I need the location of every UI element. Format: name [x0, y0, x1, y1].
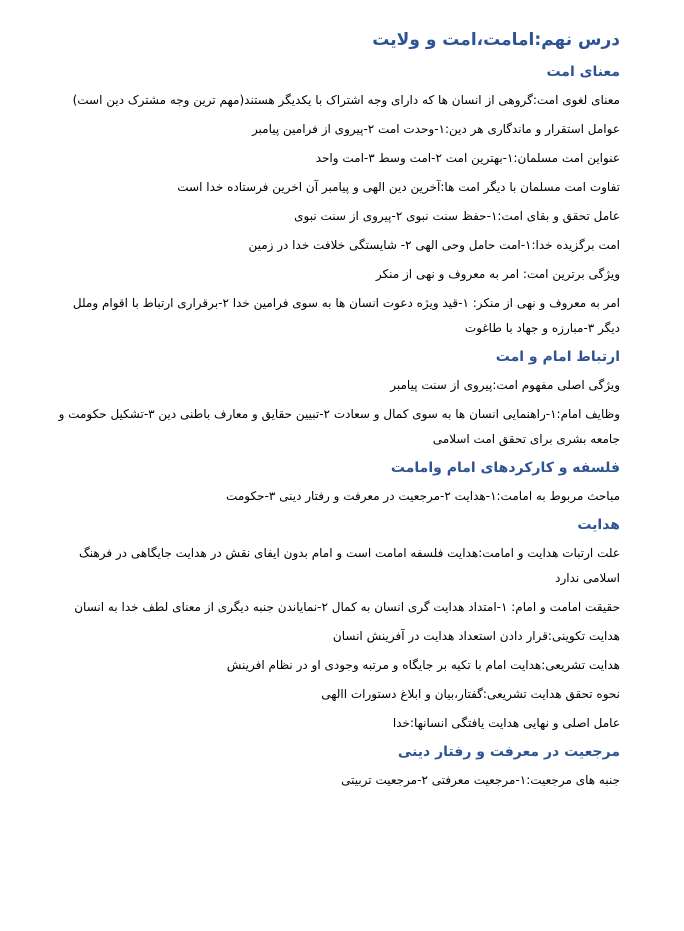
- section-meaning-of-ummah: [58, 60, 620, 341]
- paragraph: امت برگزیده خدا:۱-امت حامل وحی الهی ۲- شایستگی خلافت خدا در زمین: [248, 238, 620, 252]
- paragraph: تفاوت امت مسلمان با دیگر امت ها:آخرین دین الهی و پیامبر آن اخرین فرستاده خدا است: [177, 180, 620, 194]
- paragraph: وظایف امام:۱-راهنمایی انسان ها به سوی کمال و سعادت ۲-تبیین حقایق و معارف باطنی دین ۳-تشکیل حکومت و جامعه بشری برای تحقق امت اسلامی: [58, 407, 620, 446]
- section-heading: ارتباط امام و امت: [495, 349, 620, 365]
- section-imam-ummah-relation: [58, 345, 620, 452]
- paragraph: امر به معروف و نهی از منکر: ۱-قید ویژه دعوت انسان ها به سوی فرامین خدا ۲-برقراری ارتباط با اقوام وملل دیگر ۳-مبارزه و جهاد با طاغوت: [72, 296, 620, 335]
- paragraph: معنای لغوی امت:گروهی از انسان ها که دارای وجه اشتراک با یکدیگر هستند(مهم ترین وجه مشترک دین است): [72, 93, 620, 107]
- section-heading: هدایت: [577, 517, 620, 533]
- paragraph: حقیقت امامت و امام: ۱-امتداد هدایت گری انسان به کمال ۲-نمایاندن جنبه دیگری از معنای لطف خدا به انسان: [74, 600, 620, 614]
- document-page: [58, 26, 620, 797]
- paragraph: ویژگی اصلی مفهوم امت:پیروی از سنت پیامبر: [390, 378, 620, 392]
- paragraph: ویژگی برترین امت: امر به معروف و نهی از منکر: [375, 267, 620, 281]
- section-heading: فلسفه و کارکردهای امام وامامت: [390, 460, 620, 476]
- section-heading: معنای امت: [546, 64, 620, 80]
- paragraph: عنواین امت مسلمان:۱-بهترین امت ۲-امت وسط ۳-امت واحد: [315, 151, 620, 165]
- paragraph: عامل تحقق و بقای امت:۱-حفظ سنت نبوی ۲-پیروی از سنت نبوی: [294, 209, 620, 223]
- paragraph: هدایت تشریعی:هدایت امام با تکیه بر جایگاه و مرتبه وجودی او در نظام افرینش: [226, 658, 620, 672]
- paragraph: مباحث مربوط به امامت:۱-هدایت ۲-مرجعیت در معرفت و رفتار دینی ۳-حکومت: [226, 489, 620, 503]
- section-philosophy-of-imamate: [58, 456, 620, 509]
- paragraph: عامل اصلی و نهایی هدایت یافتگی انسانها:خدا: [392, 716, 620, 730]
- paragraph: هدایت تکوینی:قرار دادن استعداد هدایت در آفرینش انسان: [332, 629, 620, 643]
- paragraph: علت ارتبات هدایت و امامت:هدایت فلسفه امامت است و امام بدون ایفای نقش در هدایت جایگاهی در فرهنگ اسلامی ندارد: [79, 546, 620, 585]
- paragraph: نحوه تحقق هدایت تشریعی:گفتار،بیان و ابلاغ دستورات االهی: [321, 687, 620, 701]
- section-heading: مرجعیت در معرفت و رفتار دینی: [397, 744, 620, 760]
- section-guidance: [58, 513, 620, 736]
- paragraph: عوامل استقرار و ماندگاری هر دین:۱-وحدت امت ۲-پیروی از فرامین پیامبر: [251, 122, 620, 136]
- lesson-title: درس نهم:امامت،امت و ولایت: [372, 30, 620, 50]
- section-religious-authority: [58, 740, 620, 793]
- paragraph: جنبه های مرجعیت:۱-مرجعیت معرفتی ۲-مرجعیت تربیتی: [341, 773, 620, 787]
